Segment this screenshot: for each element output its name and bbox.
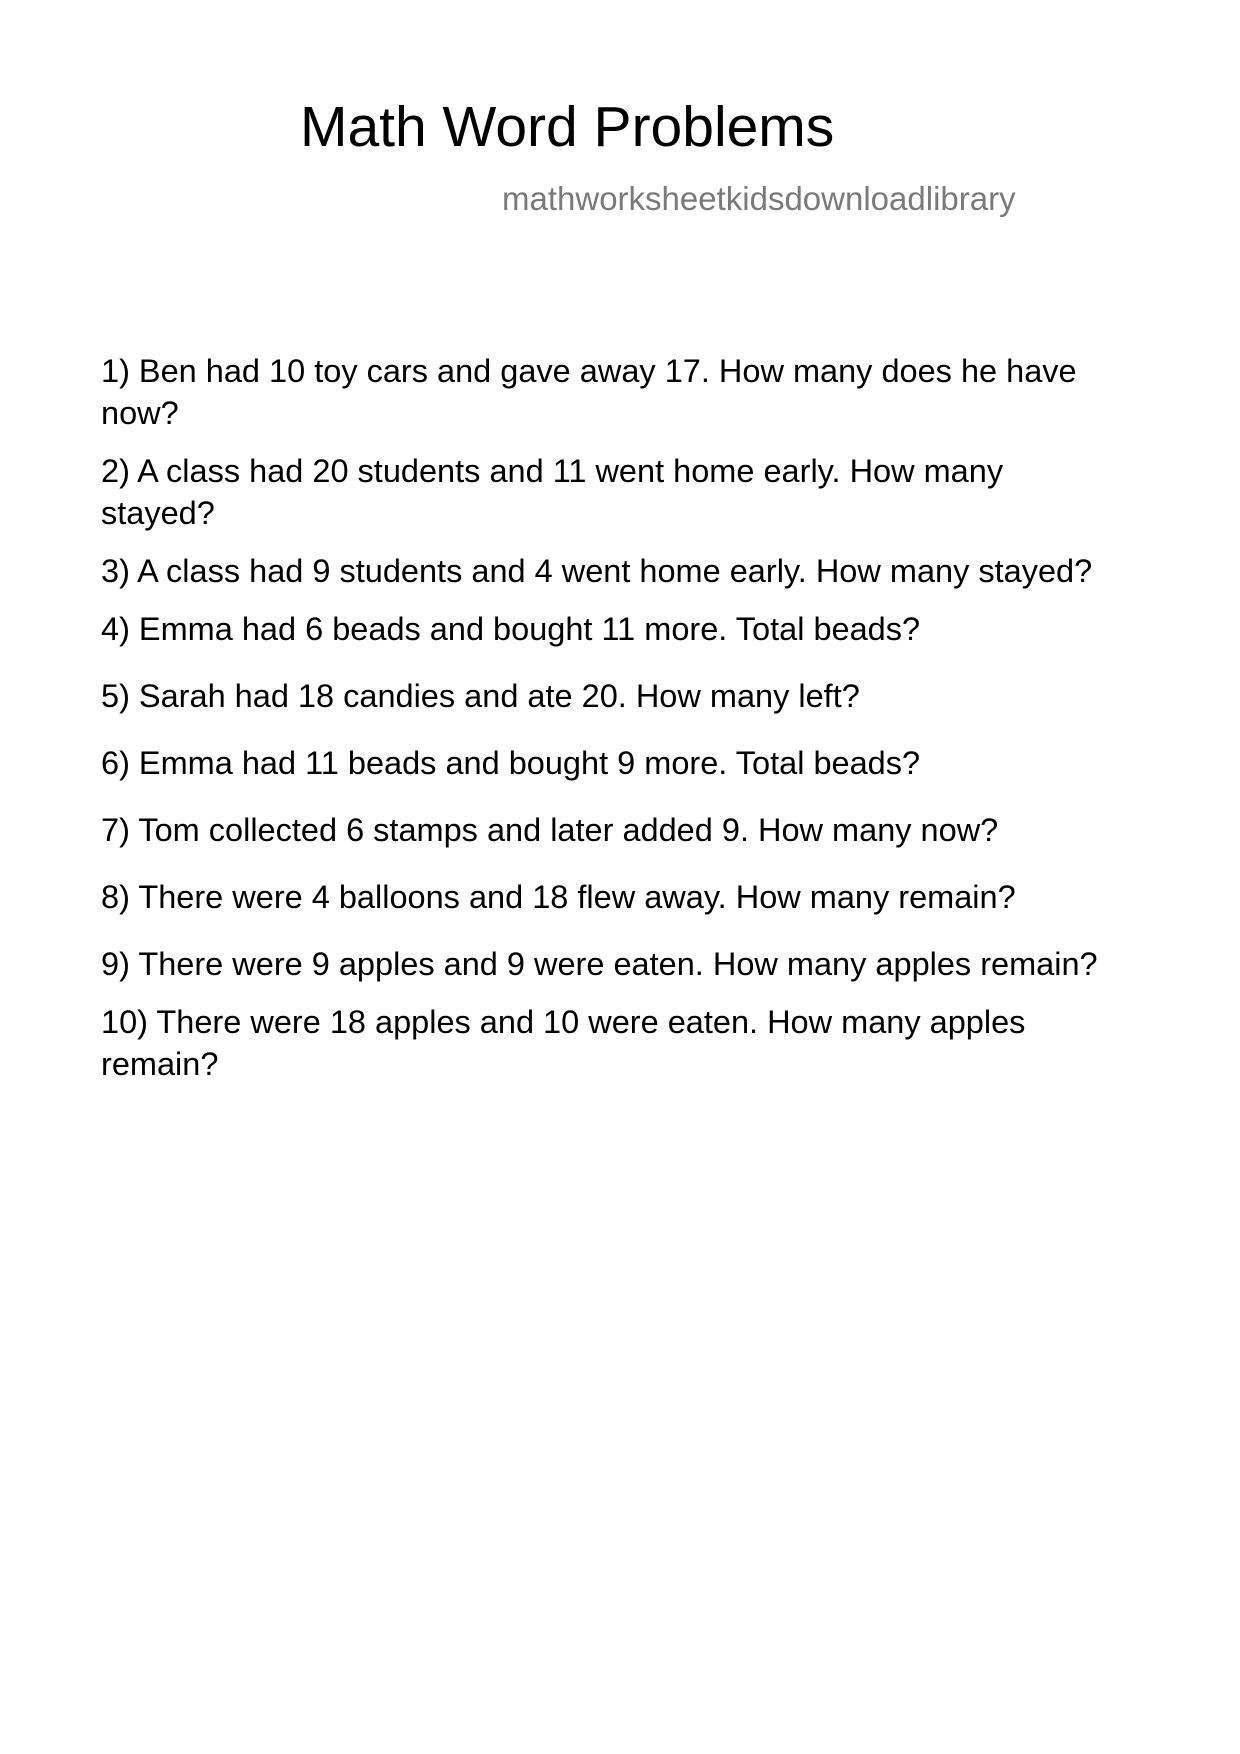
problem-item: 8) There were 4 balloons and 18 flew away. How many remain? [101, 879, 1016, 915]
problem-item: 4) Emma had 6 beads and bought 11 more. Total beads? [101, 611, 921, 647]
problem-item: 10) There were 18 apples and 10 were eaten. How many apples remain? [101, 1004, 1026, 1082]
source-subtitle: mathworksheetkidsdownloadlibrary [502, 180, 1016, 217]
problem-item: 9) There were 9 apples and 9 were eaten. How many apples remain? [101, 946, 1098, 982]
problem-item: 3) A class had 9 students and 4 went home early. How many stayed? [101, 553, 1093, 589]
problem-list [101, 350, 1111, 1101]
problem-item: 5) Sarah had 18 candies and ate 20. How many left? [101, 678, 860, 714]
page-title: Math Word Problems [300, 95, 835, 159]
problem-item: 7) Tom collected 6 stamps and later added 9. How many now? [101, 812, 999, 848]
problem-item: 6) Emma had 11 beads and bought 9 more. Total beads? [101, 745, 921, 781]
problem-item: 1) Ben had 10 toy cars and gave away 17. How many does he have now? [101, 353, 1077, 431]
problem-item: 2) A class had 20 students and 11 went home early. How many stayed? [101, 453, 1004, 531]
